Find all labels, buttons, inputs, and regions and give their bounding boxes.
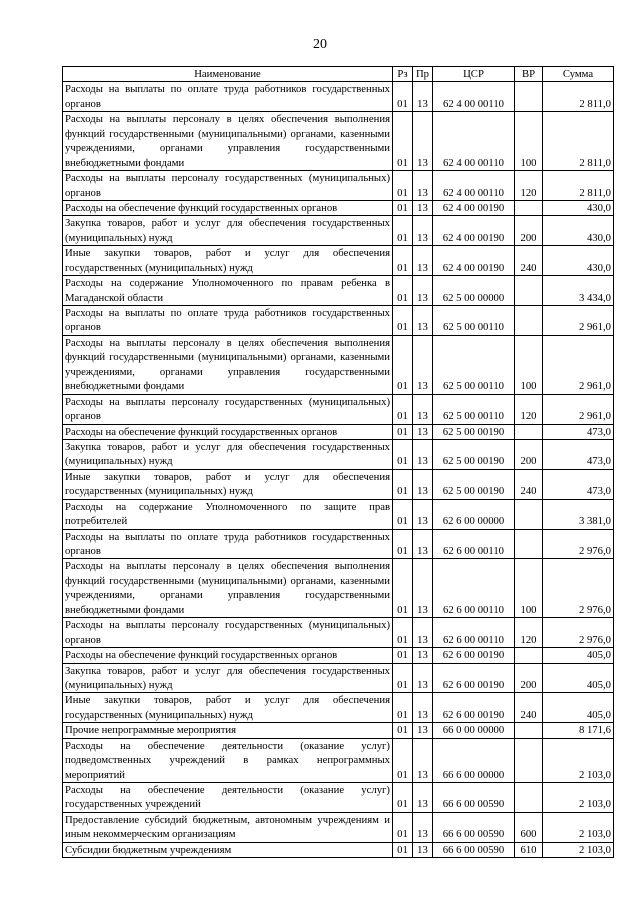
cell-csr: 66 6 00 00000 — [433, 738, 515, 782]
cell-csr: 62 6 00 00110 — [433, 559, 515, 618]
cell-pr: 13 — [413, 469, 433, 499]
cell-pr: 13 — [413, 171, 433, 201]
cell-csr: 62 5 00 00190 — [433, 424, 515, 439]
cell-rz: 01 — [393, 216, 413, 246]
cell-vr — [515, 82, 543, 112]
table-header-row — [63, 67, 614, 82]
cell-name: Субсидии бюджетным учреждениям — [63, 842, 393, 857]
cell-pr: 13 — [413, 842, 433, 857]
cell-name: Иные закупки товаров, работ и услуг для обеспечения государственных (муниципальных) нужд — [63, 469, 393, 499]
cell-sum: 2 961,0 — [543, 335, 614, 394]
cell-pr: 13 — [413, 82, 433, 112]
header-csr: ЦСР — [433, 67, 515, 82]
cell-pr: 13 — [413, 783, 433, 813]
cell-sum: 405,0 — [543, 693, 614, 723]
cell-csr: 62 4 00 00190 — [433, 216, 515, 246]
cell-sum: 2 976,0 — [543, 529, 614, 559]
table-row — [63, 783, 614, 813]
cell-csr: 62 4 00 00110 — [433, 82, 515, 112]
table-row — [63, 246, 614, 276]
cell-sum: 473,0 — [543, 439, 614, 469]
cell-vr — [515, 200, 543, 215]
cell-csr: 66 6 00 00590 — [433, 812, 515, 842]
cell-vr — [515, 723, 543, 738]
cell-sum: 473,0 — [543, 469, 614, 499]
cell-csr: 62 4 00 00110 — [433, 112, 515, 171]
cell-vr: 240 — [515, 693, 543, 723]
cell-rz: 01 — [393, 663, 413, 693]
table-row — [63, 276, 614, 306]
cell-vr: 240 — [515, 469, 543, 499]
cell-vr: 200 — [515, 216, 543, 246]
cell-rz: 01 — [393, 783, 413, 813]
cell-csr: 62 6 00 00190 — [433, 648, 515, 663]
table-row — [63, 842, 614, 857]
cell-vr: 240 — [515, 246, 543, 276]
table-row — [63, 171, 614, 201]
cell-rz: 01 — [393, 439, 413, 469]
cell-vr — [515, 276, 543, 306]
cell-rz: 01 — [393, 82, 413, 112]
cell-sum: 3 381,0 — [543, 499, 614, 529]
cell-sum: 8 171,6 — [543, 723, 614, 738]
cell-rz: 01 — [393, 738, 413, 782]
cell-rz: 01 — [393, 112, 413, 171]
cell-name: Иные закупки товаров, работ и услуг для обеспечения государственных (муниципальных) нужд — [63, 246, 393, 276]
cell-pr: 13 — [413, 112, 433, 171]
cell-sum: 430,0 — [543, 216, 614, 246]
cell-csr: 62 6 00 00190 — [433, 663, 515, 693]
table-row — [63, 812, 614, 842]
cell-sum: 2 103,0 — [543, 783, 614, 813]
cell-sum: 2 811,0 — [543, 112, 614, 171]
cell-pr: 13 — [413, 648, 433, 663]
table-row — [63, 738, 614, 782]
cell-rz: 01 — [393, 693, 413, 723]
cell-vr: 100 — [515, 112, 543, 171]
cell-pr: 13 — [413, 246, 433, 276]
cell-csr: 62 6 00 00110 — [433, 529, 515, 559]
table-row — [63, 439, 614, 469]
cell-sum: 2 976,0 — [543, 559, 614, 618]
cell-vr — [515, 529, 543, 559]
table-row — [63, 693, 614, 723]
table-row — [63, 112, 614, 171]
cell-sum: 430,0 — [543, 200, 614, 215]
cell-pr: 13 — [413, 723, 433, 738]
table-row — [63, 723, 614, 738]
cell-name: Расходы на выплаты персоналу в целях обеспечения выполнения функций государственными (муниципальными) органами, казенными учреждениями, органами управления государственными внебюджетными фондами — [63, 112, 393, 171]
header-rz: Рз — [393, 67, 413, 82]
cell-sum: 2 103,0 — [543, 812, 614, 842]
cell-name: Расходы на выплаты по оплате труда работников государственных органов — [63, 82, 393, 112]
cell-rz: 01 — [393, 812, 413, 842]
cell-pr: 13 — [413, 559, 433, 618]
cell-vr: 200 — [515, 439, 543, 469]
table-row — [63, 82, 614, 112]
cell-name: Расходы на выплаты по оплате труда работников государственных органов — [63, 306, 393, 336]
cell-name: Прочие непрограммные мероприятия — [63, 723, 393, 738]
cell-csr: 62 5 00 00190 — [433, 469, 515, 499]
cell-vr — [515, 306, 543, 336]
cell-rz: 01 — [393, 394, 413, 424]
table-row — [63, 469, 614, 499]
cell-pr: 13 — [413, 499, 433, 529]
header-name: Наименование — [63, 67, 393, 82]
cell-pr: 13 — [413, 306, 433, 336]
cell-vr: 600 — [515, 812, 543, 842]
cell-pr: 13 — [413, 529, 433, 559]
cell-csr: 62 5 00 00190 — [433, 439, 515, 469]
cell-sum: 2 103,0 — [543, 738, 614, 782]
cell-name: Расходы на выплаты персоналу государственных (муниципальных) органов — [63, 171, 393, 201]
cell-name: Закупка товаров, работ и услуг для обеспечения государственных (муниципальных) нужд — [63, 663, 393, 693]
cell-sum: 2 961,0 — [543, 306, 614, 336]
cell-sum: 473,0 — [543, 424, 614, 439]
table-row — [63, 529, 614, 559]
cell-name: Расходы на выплаты персоналу в целях обеспечения выполнения функций государственными (муниципальными) органами, казенными учреждениями, органами управления государственными внебюджетными фондами — [63, 335, 393, 394]
table-row — [63, 618, 614, 648]
table-row — [63, 200, 614, 215]
cell-pr: 13 — [413, 424, 433, 439]
cell-sum: 430,0 — [543, 246, 614, 276]
cell-pr: 13 — [413, 738, 433, 782]
cell-vr: 120 — [515, 618, 543, 648]
cell-csr: 66 0 00 00000 — [433, 723, 515, 738]
cell-rz: 01 — [393, 335, 413, 394]
cell-csr: 62 6 00 00190 — [433, 693, 515, 723]
page-number: 20 — [313, 37, 327, 52]
cell-rz: 01 — [393, 559, 413, 618]
cell-pr: 13 — [413, 693, 433, 723]
header-pr: Пр — [413, 67, 433, 82]
cell-csr: 62 4 00 00110 — [433, 171, 515, 201]
table-row — [63, 335, 614, 394]
cell-pr: 13 — [413, 276, 433, 306]
cell-pr: 13 — [413, 216, 433, 246]
cell-name: Расходы на выплаты по оплате труда работников государственных органов — [63, 529, 393, 559]
cell-rz: 01 — [393, 200, 413, 215]
cell-name: Закупка товаров, работ и услуг для обеспечения государственных (муниципальных) нужд — [63, 216, 393, 246]
cell-pr: 13 — [413, 394, 433, 424]
table-row — [63, 648, 614, 663]
table-body — [63, 82, 614, 858]
cell-vr — [515, 648, 543, 663]
cell-rz: 01 — [393, 424, 413, 439]
cell-pr: 13 — [413, 439, 433, 469]
cell-vr: 610 — [515, 842, 543, 857]
cell-vr: 100 — [515, 335, 543, 394]
cell-rz: 01 — [393, 618, 413, 648]
cell-sum: 2 811,0 — [543, 171, 614, 201]
cell-rz: 01 — [393, 499, 413, 529]
cell-sum: 405,0 — [543, 648, 614, 663]
header-vr: ВР — [515, 67, 543, 82]
cell-rz: 01 — [393, 306, 413, 336]
cell-csr: 62 6 00 00000 — [433, 499, 515, 529]
header-sum: Сумма — [543, 67, 614, 82]
cell-csr: 62 5 00 00110 — [433, 335, 515, 394]
cell-name: Иные закупки товаров, работ и услуг для обеспечения государственных (муниципальных) нужд — [63, 693, 393, 723]
cell-name: Расходы на обеспечение функций государственных органов — [63, 424, 393, 439]
cell-name: Закупка товаров, работ и услуг для обеспечения государственных (муниципальных) нужд — [63, 439, 393, 469]
cell-vr: 120 — [515, 394, 543, 424]
cell-vr — [515, 424, 543, 439]
cell-csr: 66 6 00 00590 — [433, 842, 515, 857]
cell-rz: 01 — [393, 171, 413, 201]
cell-name: Расходы на выплаты персоналу государственных (муниципальных) органов — [63, 618, 393, 648]
cell-rz: 01 — [393, 246, 413, 276]
cell-pr: 13 — [413, 200, 433, 215]
table-row — [63, 499, 614, 529]
cell-pr: 13 — [413, 335, 433, 394]
table-row — [63, 424, 614, 439]
cell-pr: 13 — [413, 618, 433, 648]
cell-sum: 2 961,0 — [543, 394, 614, 424]
cell-csr: 62 5 00 00110 — [433, 306, 515, 336]
cell-sum: 2 976,0 — [543, 618, 614, 648]
cell-pr: 13 — [413, 663, 433, 693]
cell-csr: 62 4 00 00190 — [433, 200, 515, 215]
cell-name: Расходы на выплаты персоналу в целях обеспечения выполнения функций государственными (муниципальными) органами, казенными учреждениями, органами управления государственными внебюджетными фондами — [63, 559, 393, 618]
cell-rz: 01 — [393, 469, 413, 499]
cell-sum: 2 103,0 — [543, 842, 614, 857]
cell-vr — [515, 499, 543, 529]
cell-rz: 01 — [393, 529, 413, 559]
cell-name: Расходы на обеспечение деятельности (оказание услуг) подведомственных учреждений в рамках непрограммных мероприятий — [63, 738, 393, 782]
cell-rz: 01 — [393, 648, 413, 663]
cell-name: Расходы на обеспечение деятельности (оказание услуг) государственных учреждений — [63, 783, 393, 813]
cell-csr: 62 5 00 00000 — [433, 276, 515, 306]
cell-sum: 2 811,0 — [543, 82, 614, 112]
cell-name: Расходы на обеспечение функций государственных органов — [63, 648, 393, 663]
cell-pr: 13 — [413, 812, 433, 842]
cell-vr — [515, 738, 543, 782]
cell-csr: 62 6 00 00110 — [433, 618, 515, 648]
table-row — [63, 306, 614, 336]
cell-vr: 100 — [515, 559, 543, 618]
cell-vr: 120 — [515, 171, 543, 201]
cell-name: Расходы на содержание Уполномоченного по правам ребенка в Магаданской области — [63, 276, 393, 306]
cell-rz: 01 — [393, 723, 413, 738]
budget-table — [62, 66, 614, 858]
cell-rz: 01 — [393, 276, 413, 306]
cell-name: Предоставление субсидий бюджетным, автономным учреждениям и иным некоммерческим организациям — [63, 812, 393, 842]
cell-name: Расходы на выплаты персоналу государственных (муниципальных) органов — [63, 394, 393, 424]
cell-csr: 62 4 00 00190 — [433, 246, 515, 276]
cell-vr: 200 — [515, 663, 543, 693]
cell-csr: 62 5 00 00110 — [433, 394, 515, 424]
cell-vr — [515, 783, 543, 813]
cell-name: Расходы на обеспечение функций государственных органов — [63, 200, 393, 215]
cell-sum: 3 434,0 — [543, 276, 614, 306]
cell-name: Расходы на содержание Уполномоченного по защите прав потребителей — [63, 499, 393, 529]
table-row — [63, 394, 614, 424]
table-row — [63, 663, 614, 693]
cell-sum: 405,0 — [543, 663, 614, 693]
cell-rz: 01 — [393, 842, 413, 857]
table-row — [63, 216, 614, 246]
cell-csr: 66 6 00 00590 — [433, 783, 515, 813]
table-row — [63, 559, 614, 618]
